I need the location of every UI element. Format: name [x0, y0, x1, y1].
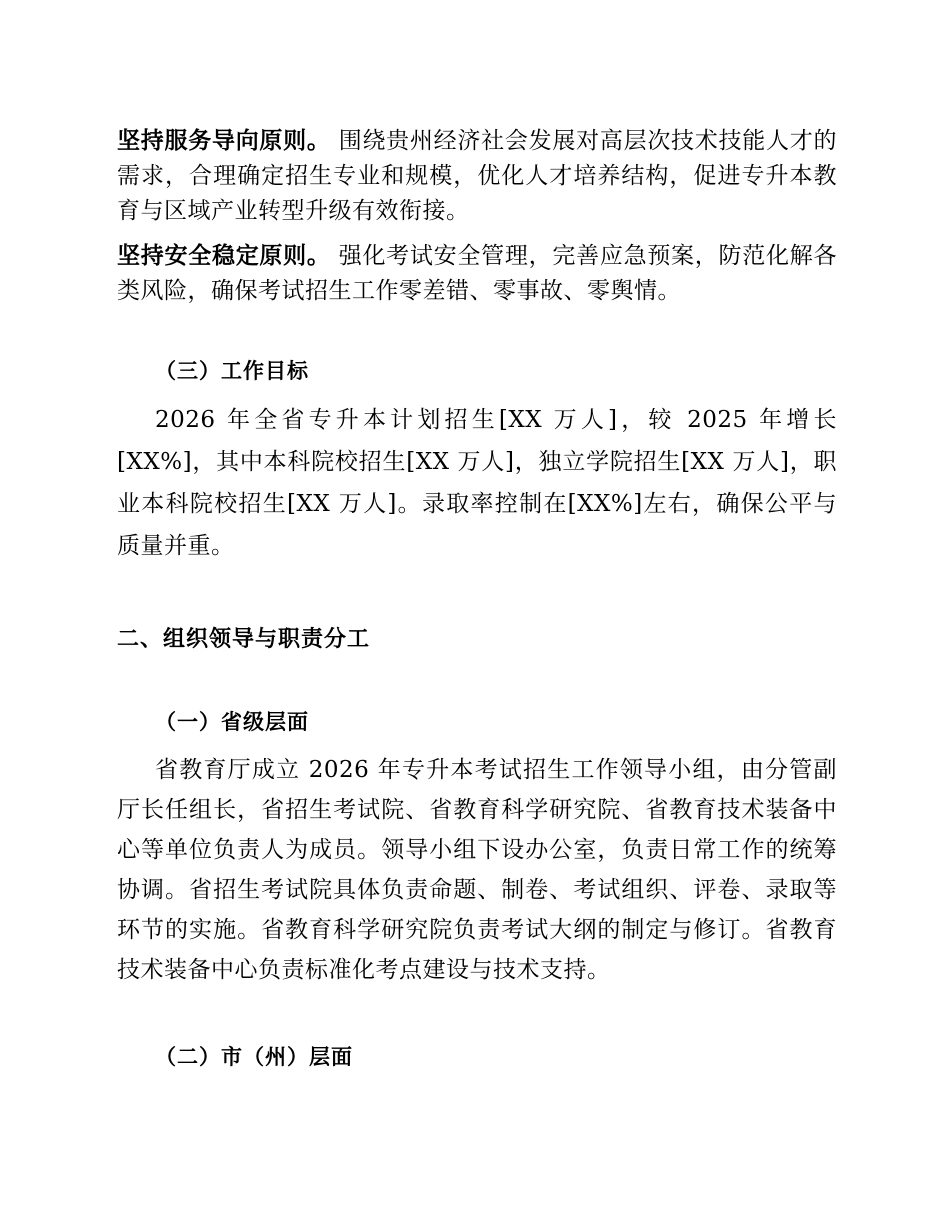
section-2-heading: 二、组织领导与职责分工 — [117, 627, 371, 652]
principle-service-lead: 坚持服务导向原则。 — [117, 128, 331, 154]
provincial-heading: （一）省级层面 — [155, 710, 309, 734]
city-heading: （二）市（州）层面 — [155, 1045, 353, 1069]
provincial-paragraph: 省教育厅成立 2026 年专升本考试招生工作领导小组，由分管副厅长任组长，省招生考试院、省教育科学研究院、省教育技术装备中心等单位负责人为成员。领导小组下设办公室，负责日常工作的统筹协调。省招生考试院具体负责命题、制卷、考试组织、评卷、录取等环节的实施。省教育科学研究院负责考试大纲的制定与修订。省教育技术装备中心负责标准化考点建设与技术支持。 — [117, 757, 837, 983]
goals-heading: （三）工作目标 — [155, 359, 309, 383]
principle-service-text: 围绕贵州经济社会发展对高层次技术技能人才的需求，合理确定招生专业和规模，优化人才培养结构，促进专升本教育与区域产业转型升级有效衔接。 — [117, 128, 837, 224]
document-page — [117, 124, 837, 1075]
principle-safety-paragraph — [117, 239, 837, 309]
principle-safety-lead: 坚持安全稳定原则。 — [117, 243, 331, 269]
principle-safety-text: 强化考试安全管理，完善应急预案，防范化解各类风险，确保考试招生工作零差错、零事故、零舆情。 — [117, 243, 837, 304]
principle-service-paragraph — [117, 124, 837, 229]
goals-paragraph: 2026 年全省专升本计划招生[XX 万人]，较 2025 年增长[XX%]，其中本科院校招生[XX 万人]，独立学院招生[XX 万人]，职业本科院校招生[XX 万人]。录取率控制在[XX%]左右，确保公平与质量并重。 — [117, 407, 837, 559]
